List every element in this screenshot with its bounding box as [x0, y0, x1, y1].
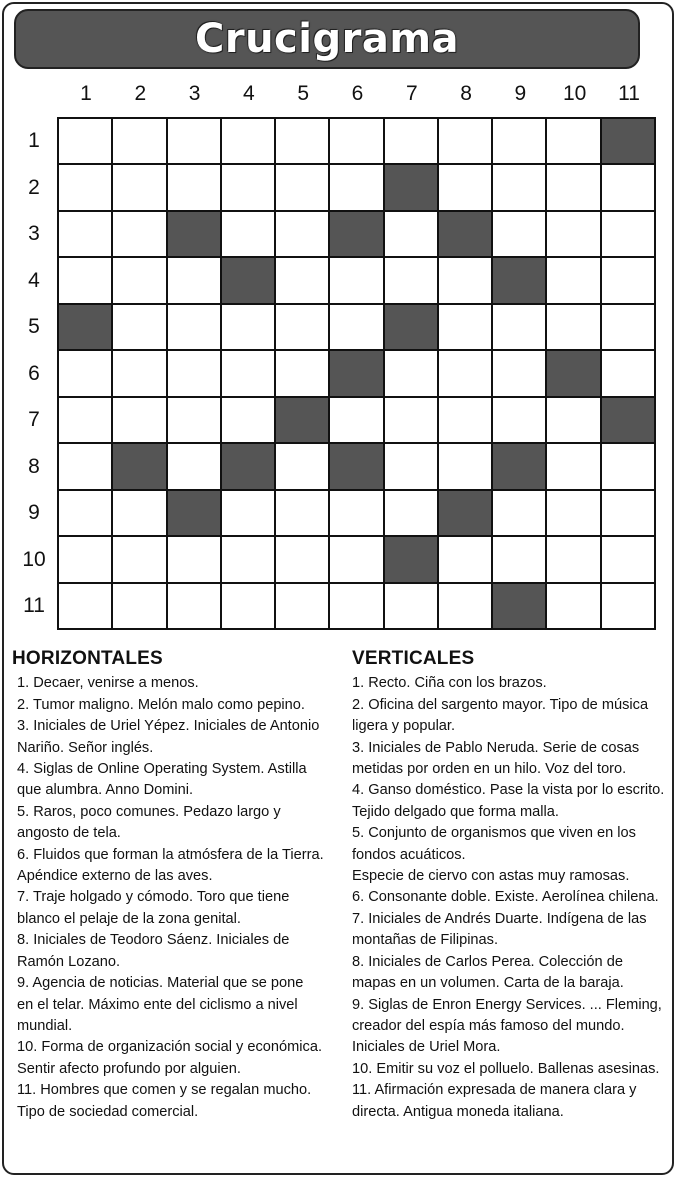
grid-cell[interactable]: [59, 398, 111, 442]
grid-cell[interactable]: [330, 305, 382, 349]
clue-line: 2. Tumor maligno. Melón malo como pepino.: [17, 696, 305, 713]
crossword-grid: [57, 117, 656, 630]
black-square: [547, 351, 599, 395]
grid-cell[interactable]: [222, 584, 274, 628]
grid-cell[interactable]: [113, 584, 165, 628]
grid-cell[interactable]: [168, 537, 220, 581]
clue-line: 9. Siglas de Enron Energy Services. ... Fleming,: [352, 996, 662, 1013]
grid-cell[interactable]: [276, 212, 328, 256]
clue-line: Nariño. Señor inglés.: [17, 739, 154, 756]
grid-cell[interactable]: [168, 351, 220, 395]
clue-line: 10. Emitir su voz el polluelo. Ballenas asesinas.: [352, 1060, 660, 1077]
clue-line: 8. Iniciales de Teodoro Sáenz. Iniciales de: [17, 932, 290, 949]
grid-cell[interactable]: [493, 212, 545, 256]
grid-cell[interactable]: [385, 119, 437, 163]
row-number: 6: [28, 361, 40, 385]
grid-cell[interactable]: [59, 351, 111, 395]
grid-cell[interactable]: [330, 258, 382, 302]
clue-line: Apéndice externo de las aves.: [17, 868, 213, 885]
column-number: 8: [460, 82, 472, 105]
grid-cell[interactable]: [385, 212, 437, 256]
row-number: 5: [28, 315, 40, 338]
grid-cell[interactable]: [276, 584, 328, 628]
black-square: [602, 119, 654, 163]
grid-cell[interactable]: [439, 258, 491, 302]
grid-cell[interactable]: [547, 444, 599, 488]
grid-cell[interactable]: [547, 305, 599, 349]
clue-line: 8. Iniciales de Carlos Perea. Colección de: [352, 953, 623, 970]
column-number: 2: [134, 82, 147, 105]
grid-cell[interactable]: [222, 491, 274, 535]
black-square: [168, 212, 220, 256]
grid-cell[interactable]: [276, 305, 328, 349]
grid-cell[interactable]: [385, 258, 437, 302]
grid-cell[interactable]: [439, 537, 491, 581]
horizontales-section: [12, 648, 330, 1123]
black-square: [493, 258, 545, 302]
grid-cell[interactable]: [602, 351, 654, 395]
grid-cell[interactable]: [602, 491, 654, 535]
black-square: [330, 351, 382, 395]
grid-cell[interactable]: [547, 491, 599, 535]
clue-line: Especie de ciervo con astas muy ramosas.: [352, 868, 630, 885]
row-number: 8: [28, 454, 40, 478]
verticales-heading: VERTICALES: [352, 648, 475, 669]
black-square: [385, 537, 437, 581]
grid-cell[interactable]: [602, 212, 654, 256]
grid-cell[interactable]: [547, 398, 599, 442]
grid-cell[interactable]: [602, 584, 654, 628]
clue-line: angosto de tela.: [17, 825, 121, 842]
grid-cell[interactable]: [439, 584, 491, 628]
grid-cell[interactable]: [547, 584, 599, 628]
grid-cell[interactable]: [602, 165, 654, 209]
clue-line: Iniciales de Uriel Mora.: [352, 1039, 501, 1056]
grid-cell[interactable]: [168, 444, 220, 488]
clue-line: 1. Recto. Ciña con los brazos.: [352, 675, 547, 692]
grid-cell[interactable]: [547, 165, 599, 209]
clue-line: metidas por orden en un hilo. Voz del toro.: [352, 761, 627, 778]
clue-line: 7. Traje holgado y cómodo. Toro que tiene: [17, 889, 290, 906]
row-number: 4: [28, 268, 40, 292]
black-square: [330, 444, 382, 488]
clue-line: 4. Ganso doméstico. Pase la vista por lo escrito.: [352, 782, 665, 799]
grid-cell[interactable]: [113, 258, 165, 302]
grid-cell[interactable]: [439, 351, 491, 395]
grid-cell[interactable]: [385, 584, 437, 628]
column-number: 9: [514, 82, 527, 105]
black-square: [276, 398, 328, 442]
grid-cell[interactable]: [547, 212, 599, 256]
clue-line: 10. Forma de organización social y económica.: [17, 1039, 323, 1056]
grid-cell[interactable]: [602, 305, 654, 349]
grid-cell[interactable]: [276, 119, 328, 163]
grid-cell[interactable]: [113, 305, 165, 349]
grid-cell[interactable]: [222, 119, 274, 163]
clue-line: mapas en un volumen. Carta de la baraja.: [352, 975, 624, 992]
grid-cell[interactable]: [493, 537, 545, 581]
grid-cell[interactable]: [222, 537, 274, 581]
grid-cell[interactable]: [276, 491, 328, 535]
grid-cell[interactable]: [602, 537, 654, 581]
black-square: [59, 305, 111, 349]
grid-cell[interactable]: [168, 119, 220, 163]
clue-line: 1. Decaer, venirse a menos.: [17, 675, 199, 692]
grid-cell[interactable]: [547, 537, 599, 581]
grid-cell[interactable]: [385, 398, 437, 442]
clue-line: en el telar. Máximo ente del ciclismo a nivel: [17, 996, 298, 1013]
row-number: 3: [28, 222, 40, 245]
black-square: [493, 584, 545, 628]
grid-cell[interactable]: [439, 444, 491, 488]
grid-cell[interactable]: [113, 491, 165, 535]
grid-cell[interactable]: [276, 537, 328, 581]
grid-cell[interactable]: [59, 537, 111, 581]
page-title: Crucigrama: [194, 16, 459, 62]
grid-cell[interactable]: [222, 165, 274, 209]
column-number: 5: [297, 82, 310, 105]
row-number: 9: [28, 501, 40, 524]
clue-line: 5. Conjunto de organismos que viven en los: [352, 825, 636, 842]
column-number: 3: [188, 82, 201, 105]
grid-cell[interactable]: [113, 212, 165, 256]
clue-line: que alumbra. Anno Domini.: [17, 782, 194, 799]
grid-cell[interactable]: [439, 305, 491, 349]
verticales-clue-list: [352, 673, 670, 1123]
grid-cell[interactable]: [59, 584, 111, 628]
black-square: [602, 398, 654, 442]
column-number: 4: [243, 82, 255, 105]
grid-cell[interactable]: [168, 258, 220, 302]
grid-cell[interactable]: [385, 351, 437, 395]
grid-cell[interactable]: [276, 444, 328, 488]
black-square: [493, 444, 545, 488]
grid-cell[interactable]: [385, 444, 437, 488]
grid-cell[interactable]: [59, 258, 111, 302]
grid-cell[interactable]: [168, 165, 220, 209]
clue-line: 4. Siglas de Online Operating System. Astilla: [17, 761, 307, 778]
grid-cell[interactable]: [330, 398, 382, 442]
clue-line: blanco el pelaje de la zona genital.: [17, 910, 241, 927]
column-number: 7: [405, 82, 418, 105]
row-number: 10: [22, 547, 46, 571]
verticales-section: [352, 648, 670, 1123]
clue-line: 5. Raros, poco comunes. Pedazo largo y: [17, 803, 281, 820]
grid-cell[interactable]: [168, 305, 220, 349]
black-square: [439, 491, 491, 535]
grid-cell[interactable]: [59, 119, 111, 163]
grid-cell[interactable]: [493, 165, 545, 209]
grid-cell[interactable]: [439, 398, 491, 442]
grid-cell[interactable]: [276, 258, 328, 302]
grid-cell[interactable]: [547, 258, 599, 302]
black-square: [168, 491, 220, 535]
horizontales-clue-list: [12, 673, 330, 1123]
black-square: [113, 444, 165, 488]
grid-cell[interactable]: [330, 165, 382, 209]
column-number: 10: [563, 82, 587, 105]
column-number: 1: [80, 82, 92, 105]
grid-cell[interactable]: [59, 212, 111, 256]
grid-cell[interactable]: [222, 351, 274, 395]
clue-line: Ramón Lozano.: [17, 953, 121, 970]
row-number: 1: [28, 129, 40, 152]
grid-cell[interactable]: [222, 305, 274, 349]
grid-cell[interactable]: [602, 444, 654, 488]
clue-line: 11. Afirmación expresada de manera clara y: [352, 1082, 637, 1099]
grid-cell[interactable]: [113, 398, 165, 442]
grid-cell[interactable]: [493, 491, 545, 535]
grid-cell[interactable]: [493, 305, 545, 349]
row-number: 11: [23, 594, 45, 617]
clue-line: 11. Hombres que comen y se regalan mucho.: [17, 1082, 312, 1099]
grid-cell[interactable]: [439, 165, 491, 209]
clue-line: 3. Iniciales de Uriel Yépez. Iniciales de Antonio: [17, 718, 320, 735]
grid-cell[interactable]: [276, 165, 328, 209]
clue-line: directa. Antigua moneda italiana.: [352, 1103, 564, 1120]
black-square: [222, 444, 274, 488]
grid-cell[interactable]: [493, 398, 545, 442]
black-square: [385, 165, 437, 209]
column-number: 6: [351, 82, 364, 105]
grid-cell[interactable]: [59, 444, 111, 488]
clue-line: 2. Oficina del sargento mayor. Tipo de música: [352, 696, 649, 713]
horizontales-heading: HORIZONTALES: [12, 648, 163, 669]
clue-line: Tejido delgado que forma malla.: [352, 803, 559, 820]
grid-cell[interactable]: [493, 351, 545, 395]
black-square: [439, 212, 491, 256]
grid-cell[interactable]: [113, 119, 165, 163]
grid-cell[interactable]: [168, 584, 220, 628]
grid-cell[interactable]: [276, 351, 328, 395]
clue-line: Sentir afecto profundo por alguien.: [17, 1060, 241, 1077]
black-square: [222, 258, 274, 302]
black-square: [385, 305, 437, 349]
grid-cell[interactable]: [113, 537, 165, 581]
grid-cell[interactable]: [330, 491, 382, 535]
grid-cell[interactable]: [493, 119, 545, 163]
title-banner: [14, 9, 640, 69]
grid-cell[interactable]: [330, 537, 382, 581]
grid-cell[interactable]: [113, 165, 165, 209]
clue-line: creador del espía más famoso del mundo.: [352, 1017, 625, 1034]
column-number: 11: [618, 82, 640, 105]
clue-line: ligera y popular.: [352, 718, 456, 735]
clue-line: 7. Iniciales de Andrés Duarte. Indígena de las: [352, 910, 647, 927]
grid-cell[interactable]: [330, 119, 382, 163]
clue-line: 6. Consonante doble. Existe. Aerolínea chilena.: [352, 889, 659, 906]
grid-cell[interactable]: [59, 165, 111, 209]
grid-cell[interactable]: [113, 351, 165, 395]
row-number: 7: [28, 408, 40, 431]
grid-cell[interactable]: [547, 119, 599, 163]
grid-cell[interactable]: [385, 491, 437, 535]
grid-cell[interactable]: [59, 491, 111, 535]
clue-line: mundial.: [17, 1017, 73, 1034]
clue-line: 9. Agencia de noticias. Material que se pone: [17, 975, 304, 992]
clue-line: 6. Fluidos que forman la atmósfera de la Tierra.: [17, 846, 324, 863]
grid-cell[interactable]: [222, 212, 274, 256]
grid-cell[interactable]: [330, 584, 382, 628]
grid-cell[interactable]: [602, 258, 654, 302]
clue-line: fondos acuáticos.: [352, 846, 466, 863]
grid-cell[interactable]: [168, 398, 220, 442]
grid-cell[interactable]: [439, 119, 491, 163]
clue-line: Tipo de sociedad comercial.: [17, 1103, 199, 1120]
black-square: [330, 212, 382, 256]
grid-cell[interactable]: [222, 398, 274, 442]
row-number: 2: [28, 175, 40, 199]
clue-line: 3. Iniciales de Pablo Neruda. Serie de cosas: [352, 739, 640, 756]
clue-line: montañas de Filipinas.: [352, 932, 499, 949]
